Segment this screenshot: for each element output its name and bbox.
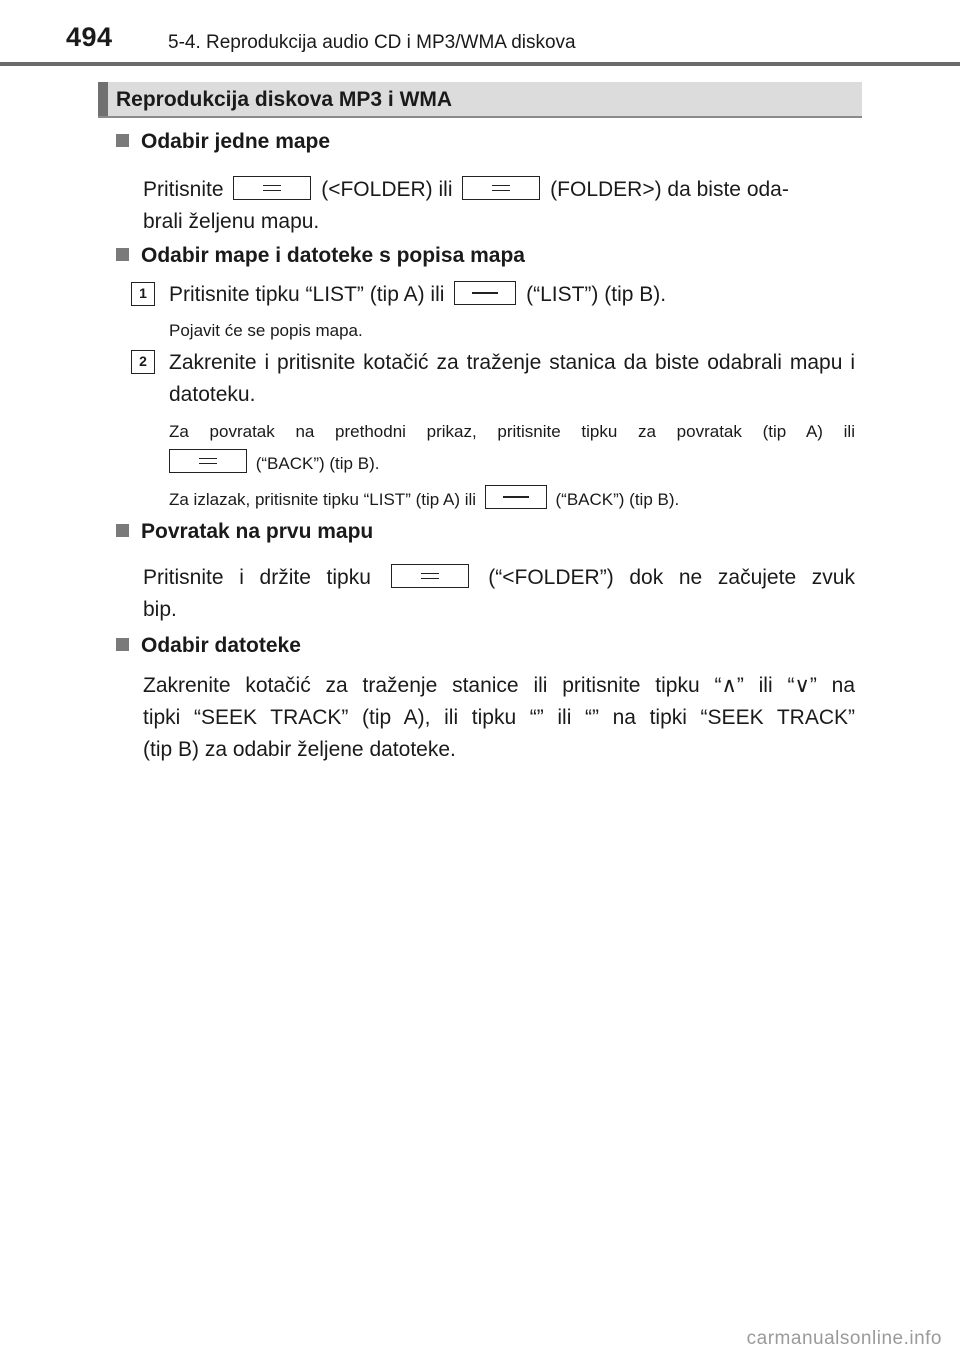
square-bullet-icon: [116, 638, 129, 651]
text: Pritisnite i držite tipku: [143, 566, 371, 589]
section-accent: [98, 82, 108, 116]
page-header: [0, 0, 960, 70]
square-bullet-icon: [116, 248, 129, 261]
text: Pritisnite tipku “LIST” (tip A) ili: [169, 283, 445, 306]
text: (“BACK”) (tip B).: [555, 490, 680, 509]
text: Za izlazak, pritisnite tipku “LIST” (tip A) ili: [169, 490, 477, 509]
text: (“<FOLDER”) dok ne začujete zvuk: [488, 566, 855, 589]
header-rule: [0, 62, 960, 66]
text: (tip B) za odabir željene datoteke.: [143, 738, 456, 761]
text: (“BACK”) (tip B).: [255, 454, 380, 473]
heading-folder-list: [116, 244, 525, 268]
section-title-bar: [98, 82, 862, 118]
watermark: carmanualsonline.info: [746, 1328, 942, 1349]
step-2-text: Zakrenite i pritisnite kotačić za traženje stanica da biste odabrali mapu i datoteku.: [169, 351, 855, 406]
chapter-title: 5-4. Reprodukcija audio CD i MP3/WMA diskova: [168, 32, 576, 53]
section-title: Reprodukcija diskova MP3 i WMA: [116, 88, 453, 111]
step-1-note: Pojavit će se popis mapa.: [169, 321, 363, 340]
step-number-2: 2: [131, 350, 155, 374]
text: (<FOLDER) ili: [321, 178, 453, 201]
square-bullet-icon: [116, 134, 129, 147]
text: Pritisnite: [143, 178, 224, 201]
text: (FOLDER>) da biste oda-: [550, 178, 789, 201]
text: brali željenu mapu.: [143, 210, 320, 233]
folder-up-button-icon: [462, 176, 540, 200]
paragraph-first-folder: [143, 562, 855, 626]
step-1-text: [169, 279, 855, 311]
text: Za povratak na prethodni prikaz, pritisnite tipku za povratak (tip A) ili: [169, 422, 855, 441]
step-number-1: 1: [131, 282, 155, 306]
heading-first-folder: [116, 520, 373, 544]
back-button-icon: [169, 449, 247, 473]
heading-text: Odabir mape i datoteke s popisa mapa: [141, 244, 525, 267]
heading-text: Odabir datoteke: [141, 634, 301, 657]
heading-text: Odabir jedne mape: [141, 130, 331, 153]
text: bip.: [143, 598, 177, 621]
list-button-icon: [454, 281, 516, 305]
page-number: 494: [66, 22, 113, 52]
note-exit: [169, 484, 855, 516]
paragraph-select-file: [143, 670, 855, 766]
paragraph-single-folder: [143, 174, 855, 238]
heading-odabir-jedne-mape: [116, 130, 330, 154]
folder-down-button-icon: [233, 176, 311, 200]
folder-down-button-icon: [391, 564, 469, 588]
text: tipki “SEEK TRACK” (tip A), ili tipku “” ili “” na tipki “SEEK TRACK”: [143, 706, 855, 729]
square-bullet-icon: [116, 524, 129, 537]
heading-select-file: [116, 634, 301, 658]
text: (“LIST”) (tip B).: [526, 283, 667, 306]
note-back: [169, 416, 855, 480]
heading-text: Povratak na prvu mapu: [141, 520, 374, 543]
back-button-icon: [485, 485, 547, 509]
text: Zakrenite kotačić za traženje stanice ili pritisnite tipku “∧” ili “∨” na: [143, 674, 855, 697]
